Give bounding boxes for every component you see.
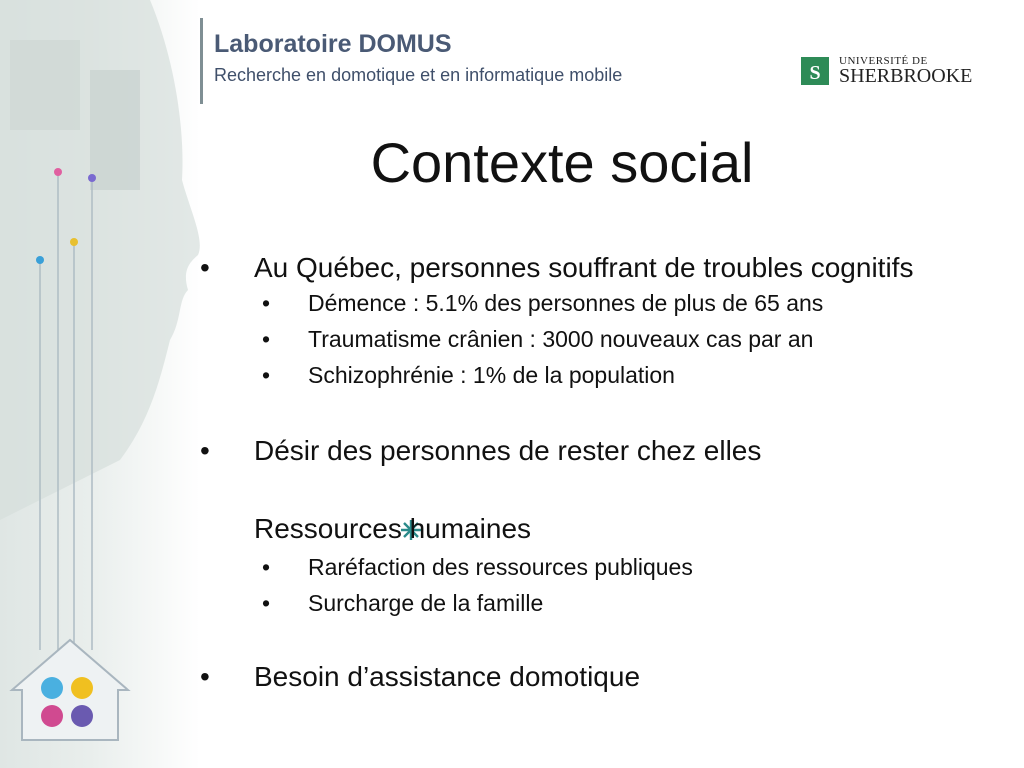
decorative-side-image: [0, 0, 200, 768]
sub-bullet-text: Schizophrénie : 1% de la population: [308, 362, 675, 388]
university-name-line2: SHERBROOKE: [839, 65, 973, 87]
bullet-mark: •: [200, 661, 210, 692]
university-emblem-letter: S: [809, 62, 821, 84]
bullet-text: Besoin d’assistance domotique: [254, 661, 641, 692]
sub-bullet-mark: •: [262, 326, 271, 352]
bullet-text: Au Québec, personnes souffrant de troubles cognitifs: [254, 252, 914, 283]
sub-bullet-mark: •: [262, 290, 271, 316]
header-divider: [200, 18, 203, 104]
bullet-mark: •: [200, 252, 210, 283]
sub-bullet-mark: •: [262, 362, 271, 388]
bullet-mark: •: [200, 435, 210, 466]
university-name-line1: UNIVERSITÉ DE: [839, 55, 928, 67]
slide-title: Contexte social: [370, 131, 754, 194]
lab-title: Laboratoire DOMUS: [214, 30, 452, 58]
university-logo: [801, 55, 1001, 87]
sub-bullet-mark: •: [262, 554, 271, 580]
lab-subtitle: Recherche en domotique et en informatique mobile: [214, 65, 623, 85]
sub-bullet-text: Surcharge de la famille: [308, 590, 544, 616]
sub-bullet-text: Démence : 5.1% des personnes de plus de 65 ans: [308, 290, 824, 316]
bullet-text: Ressources humaines: [254, 513, 532, 544]
bullet-text: Désir des personnes de rester chez elles: [254, 435, 762, 466]
sub-bullet-text: Raréfaction des ressources publiques: [308, 554, 693, 580]
sub-bullet-mark: •: [262, 590, 271, 616]
sub-bullet-text: Traumatisme crânien : 3000 nouveaux cas par an: [308, 326, 814, 352]
university-emblem-icon: [801, 57, 829, 85]
face-profile-art: [0, 0, 200, 768]
